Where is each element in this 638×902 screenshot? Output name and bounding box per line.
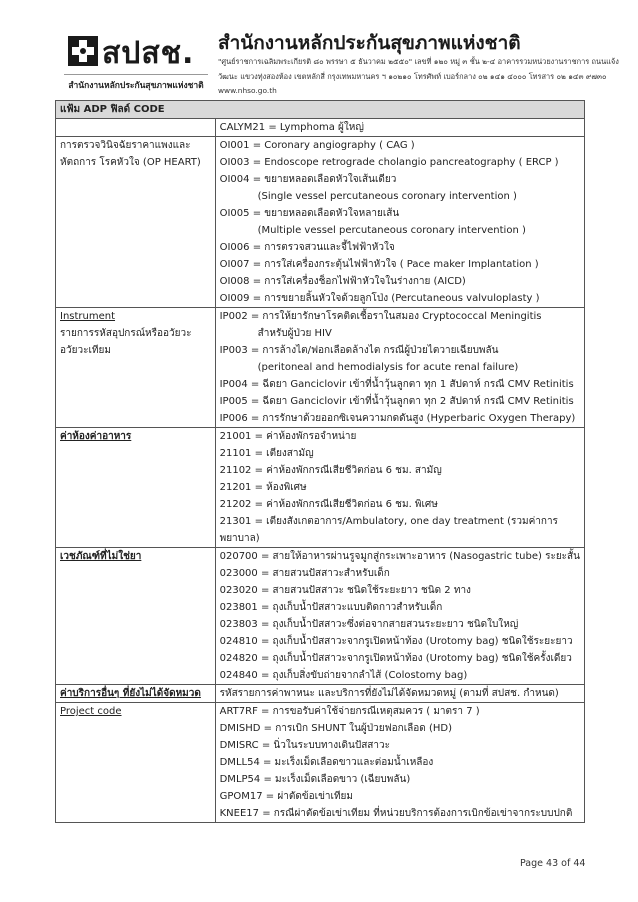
table-row bbox=[56, 308, 585, 428]
code-line: OI009 = การขยายลิ้นหัวใจด้วยลูกโป่ง (Percutaneous valvuloplasty ) bbox=[219, 293, 540, 304]
category-label: การตรวจวินิจฉัยราคาแพงและ bbox=[60, 140, 191, 151]
code-line: IP006 = การรักษาด้วยออกซิเจนความกดดันสูง (Hyperbaric Oxygen Therapy) bbox=[219, 413, 576, 424]
code-list-cell bbox=[215, 428, 584, 548]
code-line: ART7RF = การขอรับค่าใช้จ่ายกรณีเหตุสมควร ( มาตรา 7 ) bbox=[219, 706, 480, 717]
adp-code-table bbox=[55, 100, 585, 823]
code-line: IP002 = การให้ยารักษาโรคติดเชื้อราในสมอง Cryptococcal Meningitis bbox=[219, 311, 542, 322]
code-list-cell bbox=[215, 548, 584, 685]
page-prefix: Page bbox=[520, 858, 543, 869]
code-list-cell bbox=[215, 308, 584, 428]
org-address-line-1: "ศูนย์ราชการเฉลิมพระเกียรติ ๘๐ พรรษา ๕ ธันวาคม ๒๕๕๐" เลขที่ ๑๒๐ หมู่ ๓ ชั้น ๒-๔ อาคารรวมหน่วยงานราชการ ถนนแจ้ง bbox=[218, 57, 619, 66]
code-line: IP004 = ฉีดยา Ganciclovir เข้าที่น้ำวุ้นลูกตา ทุก 1 สัปดาห์ กรณี CMV Retinitis bbox=[219, 379, 574, 390]
table-cell-empty bbox=[56, 119, 216, 137]
code-line: IP005 = ฉีดยา Ganciclovir เข้าที่น้ำวุ้นลูกตา ทุก 2 สัปดาห์ กรณี CMV Retinitis bbox=[219, 396, 574, 407]
code-line: 020700 = สายให้อาหารผ่านรูจมูกสู่กระเพาะอาหาร (Nasogastric tube) ระยะสั้น bbox=[219, 551, 580, 562]
code-line: OI003 = Endoscope retrograde cholangio pancreatography ( ERCP ) bbox=[219, 157, 559, 168]
code-line: รหัสรายการค่าพาหนะ และบริการที่ยังไม่ได้จัดหมวดหมู่ (ตามที่ สปสช. กำหนด) bbox=[219, 688, 559, 699]
category-label: ค่าบริการอื่นๆ ที่ยังไม่ได้จัดหมวด bbox=[60, 688, 201, 699]
category-label: เวชภัณฑ์ที่ไม่ใช่ยา bbox=[60, 551, 142, 562]
table-row bbox=[56, 685, 585, 703]
code-line: KNEE17 = กรณีผ่าตัดข้อเข่าเทียม ที่หน่วยบริการต้องการเบิกข้อเข่าจากระบบปกติ bbox=[219, 808, 573, 819]
category-label: หัตถการ โรคหัวใจ (OP HEART) bbox=[60, 157, 201, 168]
org-address-line-2: วัฒนะ แขวงทุ่งสองห้อง เขตหลักสี่ กรุงเทพมหานคร ฯ ๑๐๒๑๐ โทรศัพท์ เบอร์กลาง ๐๒ ๑๔๑ ๔๐๐๐ โทรสาร ๐๒ ๑๔๓ ๙๗๓๐ bbox=[218, 72, 607, 81]
category-cell-other bbox=[56, 685, 216, 703]
code-line: DMISHD = การเบิก SHUNT ในผู้ป่วยฟอกเลือด (HD) bbox=[219, 723, 452, 734]
logo-subtitle: สำนักงานหลักประกันสุขภาพแห่งชาติ bbox=[64, 74, 208, 92]
org-website: www.nhso.go.th bbox=[218, 86, 277, 95]
category-cell-project bbox=[56, 703, 216, 823]
code-line: DMISRC = นิ่วในระบบทางเดินปัสสาวะ bbox=[219, 740, 391, 751]
code-line: OI001 = Coronary angiography ( CAG ) bbox=[219, 140, 415, 151]
code-line: 21301 = เตียงสังเกตอาการ/Ambulatory, one day treatment (รวมค่าการ bbox=[219, 516, 558, 527]
page-of: of bbox=[561, 858, 571, 869]
category-cell-instrument bbox=[56, 308, 216, 428]
code-line: 024820 = ถุงเก็บน้ำปัสสาวะจากรูเปิดหน้าท้อง (Urotomy bag) ชนิดใช้ครั้งเดียว bbox=[219, 653, 572, 664]
category-cell-op-heart bbox=[56, 137, 216, 308]
logo-text: สปสช. bbox=[102, 36, 195, 71]
table-row bbox=[56, 137, 585, 308]
code-line: 21201 = ห้องพิเศษ bbox=[219, 482, 307, 493]
code-line: OI008 = การใส่เครื่องช็อกไฟฟ้าหัวใจในร่างกาย (AICD) bbox=[219, 276, 466, 287]
code-line: 21202 = ค่าห้องพักกรณีเสียชีวิตก่อน 6 ชม. พิเศษ bbox=[219, 499, 438, 510]
page-header bbox=[0, 0, 638, 100]
code-list-cell bbox=[215, 685, 584, 703]
nhso-logo bbox=[62, 30, 208, 94]
table-row bbox=[56, 119, 585, 137]
code-line: DMLL54 = มะเร็งเม็ดเลือดขาวและต่อมน้ำเหลือง bbox=[219, 757, 434, 768]
code-line: OI007 = การใส่เครื่องกระตุ้นไฟฟ้าหัวใจ ( Pace maker Implantation ) bbox=[219, 259, 539, 270]
code-line: (Single vessel percutaneous coronary intervention ) bbox=[257, 191, 517, 202]
code-line: 21101 = เตียงสามัญ bbox=[219, 448, 314, 459]
code-line: 024810 = ถุงเก็บน้ำปัสสาวะจากรูเปิดหน้าท้อง (Urotomy bag) ชนิดใช้ระยะยาว bbox=[219, 636, 573, 647]
table-row bbox=[56, 548, 585, 685]
category-label: อวัยวะเทียม bbox=[60, 345, 111, 356]
code-line: 023801 = ถุงเก็บน้ำปัสสาวะแบบติดกาวสำหรับเด็ก bbox=[219, 602, 443, 613]
page-number bbox=[520, 858, 585, 869]
code-line: IP003 = การล้างไต/ฟอกเลือดล้างไต กรณีผู้ป่วยไตวายเฉียบพลัน bbox=[219, 345, 499, 356]
code-line: 023803 = ถุงเก็บน้ำปัสสาวะซึ่งต่อจากสายสวนระยะยาว ชนิดใบใหญ่ bbox=[219, 619, 519, 630]
table-cell bbox=[215, 119, 584, 137]
category-label: รายการรหัสอุปกรณ์หรืออวัยวะ bbox=[60, 328, 192, 339]
category-label: Project code bbox=[60, 706, 122, 717]
code-line: (Multiple vessel percutaneous coronary intervention ) bbox=[257, 225, 526, 236]
code-line: GPOM17 = ผ่าตัดข้อเข่าเทียม bbox=[219, 791, 353, 802]
code-line: 023000 = สายสวนปัสสาวะสำหรับเด็ก bbox=[219, 568, 390, 579]
code-line: 024840 = ถุงเก็บสิ่งขับถ่ายจากลำไส้ (Colostomy bag) bbox=[219, 670, 468, 681]
code-line: CALYM21 = Lymphoma ผู้ใหญ่ bbox=[219, 122, 364, 133]
code-line: 21102 = ค่าห้องพักกรณีเสียชีวิตก่อน 6 ชม. สามัญ bbox=[219, 465, 442, 476]
category-label: Instrument bbox=[60, 311, 116, 322]
code-list-cell bbox=[215, 137, 584, 308]
category-cell-supplies bbox=[56, 548, 216, 685]
code-line: DMLP54 = มะเร็งเม็ดเลือดขาว (เฉียบพลัน) bbox=[219, 774, 411, 785]
code-line: OI006 = การตรวจสวนและจี้ไฟฟ้าหัวใจ bbox=[219, 242, 395, 253]
cross-logo-icon bbox=[68, 36, 98, 66]
code-line: OI005 = ขยายหลอดเลือดหัวใจหลายเส้น bbox=[219, 208, 400, 219]
category-label: ค่าห้องค่าอาหาร bbox=[60, 431, 132, 442]
code-line: 023020 = สายสวนปัสสาวะ ชนิดใช้ระยะยาว ชนิด 2 ทาง bbox=[219, 585, 471, 596]
table-header-cell: แฟ้ม ADP ฟิลด์ CODE bbox=[56, 101, 585, 119]
code-line: 21001 = ค่าห้องพักรอจำหน่าย bbox=[219, 431, 357, 442]
code-line: พยาบาล) bbox=[219, 533, 260, 544]
code-line: (peritoneal and hemodialysis for acute renal failure) bbox=[257, 362, 519, 373]
table-row bbox=[56, 703, 585, 823]
table-row bbox=[56, 428, 585, 548]
code-line: OI004 = ขยายหลอดเลือดหัวใจเส้นเดียว bbox=[219, 174, 397, 185]
page-total: 44 bbox=[573, 858, 586, 869]
org-title: สำนักงานหลักประกันสุขภาพแห่งชาติ bbox=[218, 32, 521, 54]
page-current: 43 bbox=[546, 858, 559, 869]
code-list-cell bbox=[215, 703, 584, 823]
table-header-row bbox=[56, 101, 585, 119]
code-line: สำหรับผู้ป่วย HIV bbox=[257, 328, 332, 339]
category-cell-room bbox=[56, 428, 216, 548]
